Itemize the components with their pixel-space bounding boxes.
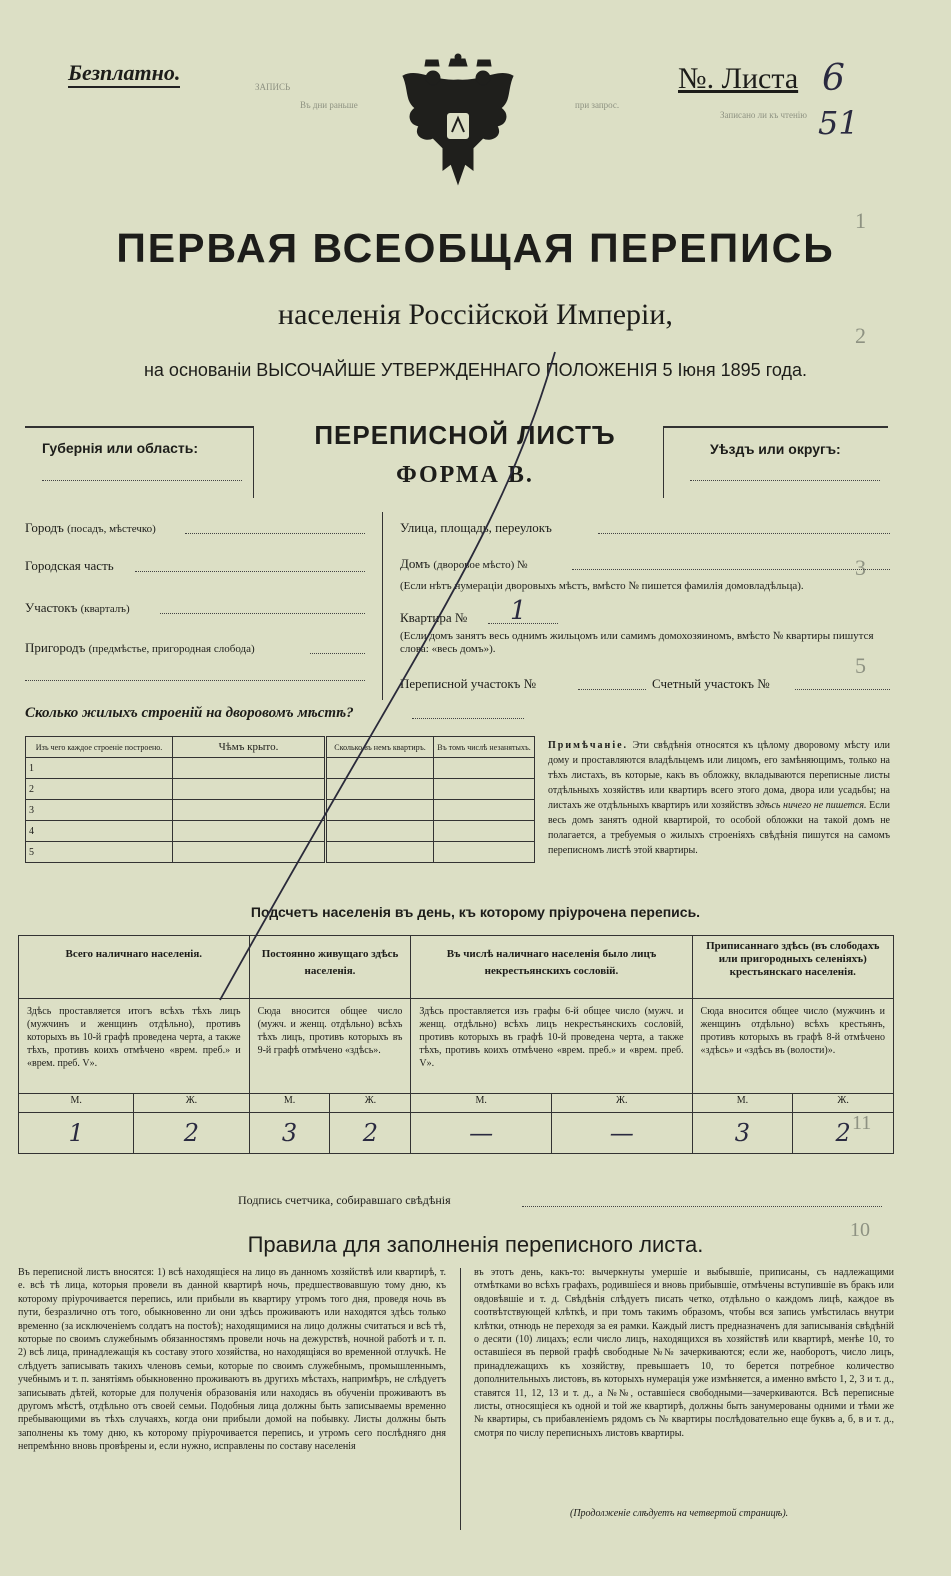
male-header: М. [249,1094,330,1113]
apartment-label: Квартира № [400,610,468,625]
ghost-text: Записано ли къ чтенію [720,110,808,120]
buildings-header: Чѣмъ крыто. [173,737,326,758]
sheet-number-handwritten: 6 [822,58,845,99]
male-count-non-peasant[interactable]: — [411,1113,552,1154]
rules-right-column: въ этотъ день, какъ-то: вычеркнуты умершіе и выбывшіе, приписаны, съ надлежащими отмѣтками во всѣхъ графахъ, родившіеся и вновь прибывшіе, отмѣчены вступившіе въ бракъ или овдовѣвшіе и т. д. Свѣдѣнія слѣдуетъ писать четко, отдѣльно о каждомъ лицѣ, каждое въ соотвѣтствующей клѣткѣ, и при томъ такимъ образомъ, чтобы вся запись умѣстилась внутри клѣтки, отнюдь не переходя за ея рамки. Каждый листъ предназначенъ для записыванія свѣдѣній о десяти (10) лицахъ; если число лицъ, находящихся въ хозяйствѣ или квартирѣ, менѣе 10, то оставшіеся въ первой графѣ свободные №№ зачеркиваются; если же, наоборотъ, число лицъ, принадлежащихъ къ хозяйству, превышаетъ 10, то берется потребное количество дополнительныхъ листовъ, въ которыхъ нумерація уже измѣняется, а именно вмѣсто 1, 2, 3 и т. д., ставятся 11, 12, 13 и т. д., а №№, оставшіеся свободными—зачеркиваются. Всѣ переписные листы, относящіеся къ одной и той же квартирѣ, должны быть занумерованы одними и тѣми же № квартиры, съ прибавленіемъ рядомъ съ № квартиры послѣдовательно еще буквъ а, б, в и т. д., смотря по числу переписныхъ листовъ квартиры. [474,1267,894,1439]
female-count-peasant[interactable]: 2 [793,1113,894,1154]
ghost-page-number: 11 [852,1112,872,1134]
apartment-hint: (Если домъ занятъ весь однимъ жильцомъ или самимъ домохозяиномъ, вмѣсто № квартиры пишутся слова: «весь домъ»). [400,630,874,655]
row-number: 4 [26,821,173,842]
population-column-description: Сюда вносится общее число (мужчинъ и женщинъ отдѣльно) всѣхъ крестьянъ, противъ которыхъ въ графѣ 8-й отмѣчено «здѣсь» и «здѣсь въ (волости)». [692,999,893,1094]
street-label: Улица, площадь, переулокъ [400,520,552,535]
female-header: Ж. [793,1094,894,1113]
note-emphasis: здѣсь ничего не пишется. [755,800,867,811]
population-column-header: Постоянно живущаго здѣсь населенія. [249,936,411,999]
male-header: М. [19,1094,134,1113]
suburb-text: Пригородъ [25,640,86,655]
female-header: Ж. [551,1094,692,1113]
district-note: (кварталъ) [80,603,130,615]
city-note: (посадъ, мѣстечко) [67,523,156,535]
population-column-header: Всего наличнаго населенія. [19,936,250,999]
apartment-value: 1 [510,596,527,626]
sheet-number-label: №. Листа [678,62,799,95]
population-column-description: Сюда вносится общее число (мужч. и женщ. отдѣльно) всѣхъ тѣхъ лицъ, противъ которыхъ въ 9-й графѣ отмѣчено «здѣсь». [249,999,411,1094]
buildings-question: Сколько жилыхъ строеній на дворовомъ мѣстѣ? [25,705,354,721]
ghost-text: Въ дни раньше [300,100,358,110]
rules-title: Правила для заполненія переписного листа. [247,1232,704,1257]
buildings-header: Сколько въ немъ квартиръ. [326,737,434,758]
population-column-header: Приписаннаго здѣсь (въ слободахъ или пригородныхъ селеніяхъ) крестьянскаго населенія. [692,936,893,999]
form-title: ПЕРЕПИСНОЙ ЛИСТЪ [314,420,616,450]
female-header: Ж. [134,1094,249,1113]
province-label: Губернія или область: [42,440,199,456]
county-label: Уѣздъ или округъ: [710,441,841,457]
ghost-page-number: 10 [850,1219,870,1241]
ghost-page-number: 1 [855,208,866,233]
house-note: (дворовое мѣсто) № [433,559,528,571]
male-header: М. [692,1094,793,1113]
house-text: Домъ [400,556,431,571]
page-subtitle: населенія Россійской Имперіи, [278,298,673,331]
row-number: 2 [26,779,173,800]
rules-continued: (Продолженіе слѣдуетъ на четвертой страницѣ). [570,1508,789,1519]
district-text: Участокъ [25,600,78,615]
female-count-present[interactable]: 2 [134,1113,249,1154]
ghost-text: при запрос. [575,100,620,110]
city-text: Городъ [25,520,64,535]
buildings-header: Въ томъ числѣ незанятыхъ. [434,737,535,758]
row-number: 1 [26,758,173,779]
ghost-page-number: 5 [855,653,866,678]
ghost-page-number: 3 [855,555,866,580]
signature-label: Подпись счетчика, собиравшаго свѣдѣнія [238,1193,451,1207]
note-text: Эти свѣдѣнія относятся къ цѣлому дворовому мѣсту или дому и проставляются владѣльцемъ или лицомъ, его замѣняющимъ, только на тѣхъ листахъ, въ которые, какъ въ обложку, вкладываются переписные листы отдѣльныхъ хозяйствъ или квартиръ всего этого дома, двора или усадьбы; на листахъ же отдѣльныхъ квартиръ или хозяйствъ [548,740,891,811]
count-section-label: Счетный участокъ № [652,676,770,691]
note-label: Примѣчаніе. [548,740,629,751]
rules-left-column: Въ переписной листъ вносятся: 1) всѣ находящіеся на лицо въ данномъ хозяйствѣ или квартирѣ, т. е. всѣ тѣ лица, которыя провели въ данной квартирѣ ночь, предшествовавшую тому дню, къ которому пріурочивается перепись, или прибыли въ квартиру утромъ того дня, проведя ночь въ пути, безразлично отъ того, обыкновенно ли они здѣсь проживаютъ или находятся здѣсь только временно (за исключеніемъ солдатъ на постоѣ); находящимися на лицо должны считаться и всѣ тѣ, которые по своимъ служебнымъ обязанностямъ провели ночь на дежурствѣ, ночной работѣ и т. п. 2) всѣ лица, принадлежащія къ составу этого хозяйства, но находящіяся во временной отлучкѣ. Не слѣдуетъ записывать такихъ членовъ семьи, которые по своимъ служебнымъ, промышленнымъ, учебнымъ и т. п. занятіямъ обыкновенно проживаютъ въ другихъ мѣстахъ, напримѣръ, не слѣдуетъ записывать дѣтей, которые для полученія образованія или находясь въ обученіи проживаютъ въ другомъ мѣстѣ, отдѣльно отъ своей семьи. Подобныя лица должны быть записываемы временно пребывающими въ тѣхъ случаяхъ, когда они прибыли домой на побывку. Листы должны быть заполнены къ тому дню, къ которому пріурочивается перепись, и утромъ сего послѣдняго дня непремѣнно вновь провѣрены и, если нужно, исправлены по составу населенія [18,1267,446,1453]
house-hint: (Если нѣтъ нумераціи дворовыхъ мѣстъ, вмѣсто № пишется фамилія домовладѣльца). [400,580,804,592]
ghost-page-number: 2 [855,323,866,348]
male-count-permanent[interactable]: 3 [249,1113,330,1154]
row-number: 3 [26,800,173,821]
census-section-label: Переписной участокъ № [400,676,537,691]
female-count-non-peasant[interactable]: — [551,1113,692,1154]
male-header: М. [411,1094,552,1113]
female-count-permanent[interactable]: 2 [330,1113,411,1154]
free-label: Безплатно. [68,60,180,88]
sheet-number-handwritten-2: 51 [818,104,859,142]
population-column-description: Здѣсь проставляется итогъ всѣхъ тѣхъ лицъ (мужчинъ и женщинъ отдѣльно), противъ которыхъ въ 10-й графѣ проведена черта, а также тѣхъ, противъ коихъ отмѣчено «врем. преб.» и «врем. преб. V». [19,999,250,1094]
suburb-note: (предмѣстье, пригородная слобода) [88,643,255,655]
row-number: 5 [26,842,173,863]
legal-basis: на основаніи ВЫСОЧАЙШЕ УТВЕРЖДЕННАГО ПОЛОЖЕНІЯ 5 Іюня 1895 года. [143,360,807,380]
page-title: ПЕРВАЯ ВСЕОБЩАЯ ПЕРЕПИСЬ [116,225,835,271]
population-column-header: Въ числѣ наличнаго населенія было лицъ некрестьянскихъ сословій. [411,936,692,999]
male-count-present[interactable]: 1 [19,1113,134,1154]
note-text-2: Если весь домъ занятъ одной квартирой, то особой обложки на такой домъ не полагается, а требуемыя о жилыхъ строеніяхъ свѣдѣнія пишутся на самомъ переписномъ листѣ этой квартиры. [548,800,890,856]
female-header: Ж. [330,1094,411,1113]
form-type: ФОРМА В. [396,462,534,488]
buildings-header: Изъ чего каждое строеніе построено. [26,737,173,758]
population-heading: Подсчетъ населенія въ день, къ которому пріурочена перепись. [250,904,701,920]
population-column-description: Здѣсь проставляется изъ графы 6-й общее число (мужч. и женщ. отдѣльно) всѣхъ лицъ некрестьянскихъ сословій, противъ которыхъ въ графѣ 10-й проведена черта, а также тѣхъ, противъ коихъ отмѣчено «врем. преб.» и «врем. преб. V». [411,999,692,1094]
city-part-label: Городская часть [25,558,114,573]
ghost-text: ЗАПИСЬ [255,82,291,92]
male-count-peasant[interactable]: 3 [692,1113,793,1154]
